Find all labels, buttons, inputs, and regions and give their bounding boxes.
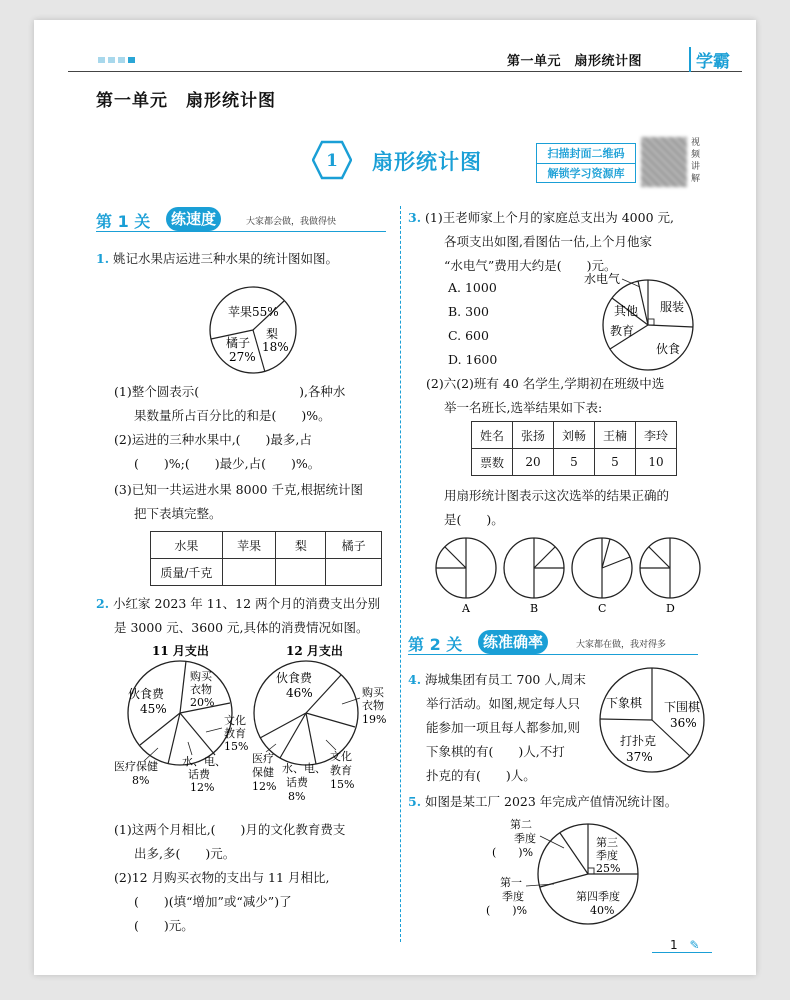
q4-line4: 下象棋的有( )人,不打	[426, 744, 565, 759]
pie-label-q3: 第三	[596, 836, 618, 849]
pie-label-q2: 第二	[510, 818, 532, 831]
lesson-name: 扇形统计图	[372, 150, 482, 174]
lesson-number-badge	[312, 140, 352, 180]
q3-option-b[interactable]: B. 300	[448, 304, 489, 319]
stem-text: 姚记水果店运进三种水果的统计图如图。	[113, 251, 339, 266]
table-cell: 姓名	[472, 422, 513, 449]
nov-label-food: 伙食费	[128, 687, 165, 701]
q4-line5: 扑克的有( )人。	[426, 768, 536, 783]
q4-activity-pie	[598, 665, 708, 777]
q3-sub2-line1: (2)六(2)班有 40 名学生,学期初在班级中选	[426, 376, 665, 391]
table-cell: 20	[513, 449, 554, 476]
nov-label-food-value: 45%	[140, 702, 167, 716]
answer-cell[interactable]	[276, 559, 326, 586]
page-number	[652, 938, 712, 953]
scan-qr-hint	[536, 143, 636, 183]
table-cell: 橘子	[326, 532, 382, 559]
question-number: 4.	[408, 672, 422, 687]
section-header-accuracy	[408, 630, 698, 654]
section-pill: 练速度	[166, 207, 221, 231]
pie-label-q2-2: 季度	[514, 832, 536, 845]
pie-label-pear: 梨	[266, 327, 279, 341]
pie-label-orange-value: 27%	[229, 350, 256, 364]
unit-title-part1: 第一单元	[96, 91, 168, 111]
table-cell: 10	[636, 449, 677, 476]
nov-label-utilities-value: 12%	[190, 781, 215, 794]
table-cell: 苹果	[222, 532, 276, 559]
q3-sub2-line4: 是( )。	[444, 512, 504, 527]
unit-title	[96, 86, 276, 111]
pie-label-q1: 第一	[500, 876, 522, 889]
q3-option-c[interactable]: C. 600	[448, 328, 489, 343]
choice-pie-a[interactable]	[436, 538, 496, 598]
pie-label-q1-2: 季度	[502, 890, 524, 903]
q2-sub1-line2: 出多,多( )元。	[134, 846, 236, 861]
pie-label-other: 其他	[614, 304, 639, 318]
section-pill: 练准确率	[478, 630, 548, 654]
dec-label-education-2: 教育	[330, 764, 352, 777]
pie-label-food: 伙食	[656, 342, 681, 356]
unit-title-part2: 扇形统计图	[186, 91, 276, 111]
nov-label-education-value: 15%	[224, 740, 249, 753]
nov-chart-title: 11 月支出	[152, 644, 209, 658]
lesson-number: 1	[326, 151, 338, 171]
column-divider	[400, 206, 401, 942]
nov-label-medical: 医疗保健	[114, 760, 158, 773]
table-cell: 5	[595, 449, 636, 476]
q3-sub1-line3: “水电气”费用大约是( )元。	[444, 258, 617, 273]
question-2-stem-line2: 是 3000 元、3600 元,具体的消费情况如图。	[114, 620, 369, 635]
pie-label-clothing: 服装	[660, 300, 685, 314]
table-row	[151, 559, 382, 586]
pie-label-q4: 第四季度	[576, 890, 620, 903]
choice-pie-d[interactable]	[640, 538, 700, 598]
choice-pie-b[interactable]	[504, 538, 564, 598]
dec-label-education: 文化	[330, 750, 352, 763]
scan-hint-line1: 扫描封面二维码	[547, 147, 625, 160]
section-name: 第 1 关	[96, 212, 151, 231]
q3-sub1-line2: 各项支出如图,看图估一估,上个月他家	[444, 234, 652, 249]
table-cell: 王楠	[595, 422, 636, 449]
dec-label-medical-2: 保健	[252, 766, 274, 779]
dec-label-utilities-value: 8%	[288, 790, 306, 803]
q4-line2: 举行活动。如图,规定每人只	[426, 696, 580, 711]
choice-label-a: A	[462, 602, 470, 615]
q3-vote-table	[471, 421, 677, 476]
nov-label-education: 文化	[224, 714, 246, 727]
dec-label-education-value: 15%	[330, 778, 355, 791]
pie-label-poker-value: 37%	[626, 750, 653, 764]
question-number: 3.	[408, 210, 422, 225]
nov-label-clothing-value: 20%	[190, 696, 215, 709]
q1-sub1-line2: 果数量所占百分比的和是( )%。	[134, 408, 331, 423]
nov-label-clothing-2: 衣物	[190, 683, 212, 696]
pencil-icon: ✎	[689, 938, 700, 952]
pie-label-apple: 苹果55%	[228, 305, 279, 319]
stem-text: 如图是某工厂 2023 年完成产值情况统计图。	[425, 794, 678, 809]
section-name: 第 2 关	[408, 635, 463, 654]
q3-option-a[interactable]: A. 1000	[448, 280, 497, 295]
question-1-stem	[96, 251, 338, 267]
header-decoration	[98, 57, 135, 63]
pie-label-education: 教育	[610, 324, 635, 338]
section-slogan: 大家都在做，我对得多	[576, 640, 667, 650]
q4-line3: 能参加一项且每人都参加,则	[426, 720, 580, 735]
question-3-sub1-line1	[408, 210, 674, 226]
pie-label-q3-2: 季度	[596, 849, 618, 862]
pie-label-go: 下围棋	[664, 700, 701, 714]
pie-label-pear-value: 18%	[262, 340, 289, 354]
table-row	[151, 532, 382, 559]
choice-label-d: D	[666, 602, 675, 615]
question-number: 1.	[96, 251, 110, 266]
pie-label-q4-value: 40%	[590, 904, 615, 917]
stem-text: 海城集团有员工 700 人,周末	[425, 672, 586, 687]
q3-sub2-line3: 用扇形统计图表示这次选举的结果正确的	[444, 488, 670, 503]
dec-label-food: 伙食费	[276, 671, 313, 685]
pie-label-chess: 下象棋	[606, 696, 643, 710]
table-cell: 梨	[276, 532, 326, 559]
table-cell: 张扬	[513, 422, 554, 449]
running-header	[68, 48, 742, 72]
nov-label-education-2: 教育	[224, 727, 246, 740]
pie-label-poker: 打扑克	[620, 734, 657, 748]
scan-hint-line2: 解锁学习资源库	[537, 163, 635, 183]
dec-label-clothing-2: 衣物	[362, 699, 384, 712]
question-number: 2.	[96, 596, 110, 611]
dec-label-food-value: 46%	[286, 686, 313, 700]
table-cell: 票数	[472, 449, 513, 476]
nov-label-medical-value: 8%	[132, 774, 150, 787]
qr-code-image	[641, 137, 687, 187]
q1-sub2-line1: (2)运进的三种水果中,( )最多,占	[114, 432, 312, 447]
q2-expense-pie-charts	[110, 640, 400, 815]
answer-cell[interactable]	[326, 559, 382, 586]
page-number-value: 1	[670, 938, 678, 952]
pie-label-q3-value: 25%	[596, 862, 621, 875]
pie-label-go-value: 36%	[670, 716, 697, 730]
stem-text: (1)王老师家上个月的家庭总支出为 4000 元,	[425, 210, 674, 225]
dec-label-medical: 医疗	[252, 752, 274, 765]
choice-label-b: B	[530, 602, 539, 615]
dec-label-medical-value: 12%	[252, 780, 277, 793]
q2-sub2-line2: ( )(填“增加”或“减少”)了	[134, 894, 292, 909]
q1-fill-table	[150, 531, 382, 586]
q1-sub2-line2: ( )%;( )最少,占( )%。	[134, 456, 321, 471]
table-cell: 质量/千克	[151, 559, 223, 586]
q1-fruit-pie-chart	[200, 285, 310, 375]
section-slogan: 大家都会做，我做得快	[246, 217, 337, 227]
pie-label-utilities: 水电气	[584, 272, 621, 286]
question-5-stem	[408, 794, 677, 810]
choice-pie-c[interactable]	[572, 538, 632, 598]
dec-chart-title: 12 月支出	[286, 644, 343, 658]
dec-label-utilities: 水、电、	[282, 762, 326, 775]
table-row	[472, 449, 677, 476]
dec-label-clothing-value: 19%	[362, 713, 387, 726]
stem-text: 小红家 2023 年 11、12 两个月的消费支出分别	[113, 596, 381, 611]
dec-label-utilities-2: 话费	[286, 776, 308, 789]
table-cell: 刘畅	[554, 422, 595, 449]
q1-sub1-line1: (1)整个圆表示( ),各种水	[114, 384, 346, 399]
table-row	[472, 422, 677, 449]
header-unit-label: 第一单元 扇形统计图	[506, 54, 642, 69]
nov-label-utilities-2: 话费	[188, 768, 210, 781]
dec-label-clothing: 购买	[362, 686, 384, 699]
section-header-speed	[96, 207, 386, 231]
q2-sub1-line1: (1)这两个月相比,( )月的文化教育费支	[114, 822, 346, 837]
table-cell: 水果	[151, 532, 223, 559]
table-cell: 李玲	[636, 422, 677, 449]
header-brand-logo: 学霸	[689, 47, 730, 72]
question-2-stem-line1	[96, 596, 380, 612]
pie-label-orange: 橘子	[226, 336, 251, 350]
choice-label-c: C	[598, 602, 607, 615]
answer-cell[interactable]	[222, 559, 276, 586]
q2-sub2-line1: (2)12 月购买衣物的支出与 11 月相比,	[114, 870, 330, 885]
q3-family-expense-pie	[580, 265, 710, 375]
question-number: 5.	[408, 794, 422, 809]
qr-side-label: 视频讲解	[691, 138, 701, 184]
question-4-line1	[408, 672, 586, 688]
q2-sub2-line3: ( )元。	[134, 918, 194, 933]
q1-sub3-line1: (3)已知一共运进水果 8000 千克,根据统计图	[114, 482, 363, 497]
q3-sub2-line2: 举一名班长,选举结果如下表:	[444, 400, 603, 415]
q1-sub3-line2: 把下表填完整。	[134, 506, 222, 521]
q5-output-pie	[480, 812, 640, 934]
pie-label-q2-value: ( )%	[492, 846, 534, 859]
pie-label-q1-value: ( )%	[486, 904, 528, 917]
nov-label-clothing: 购买	[190, 670, 212, 683]
nov-label-utilities: 水、电、	[182, 755, 226, 768]
table-cell: 5	[554, 449, 595, 476]
q3-choice-pies	[430, 532, 710, 617]
q3-option-d[interactable]: D. 1600	[448, 352, 498, 367]
